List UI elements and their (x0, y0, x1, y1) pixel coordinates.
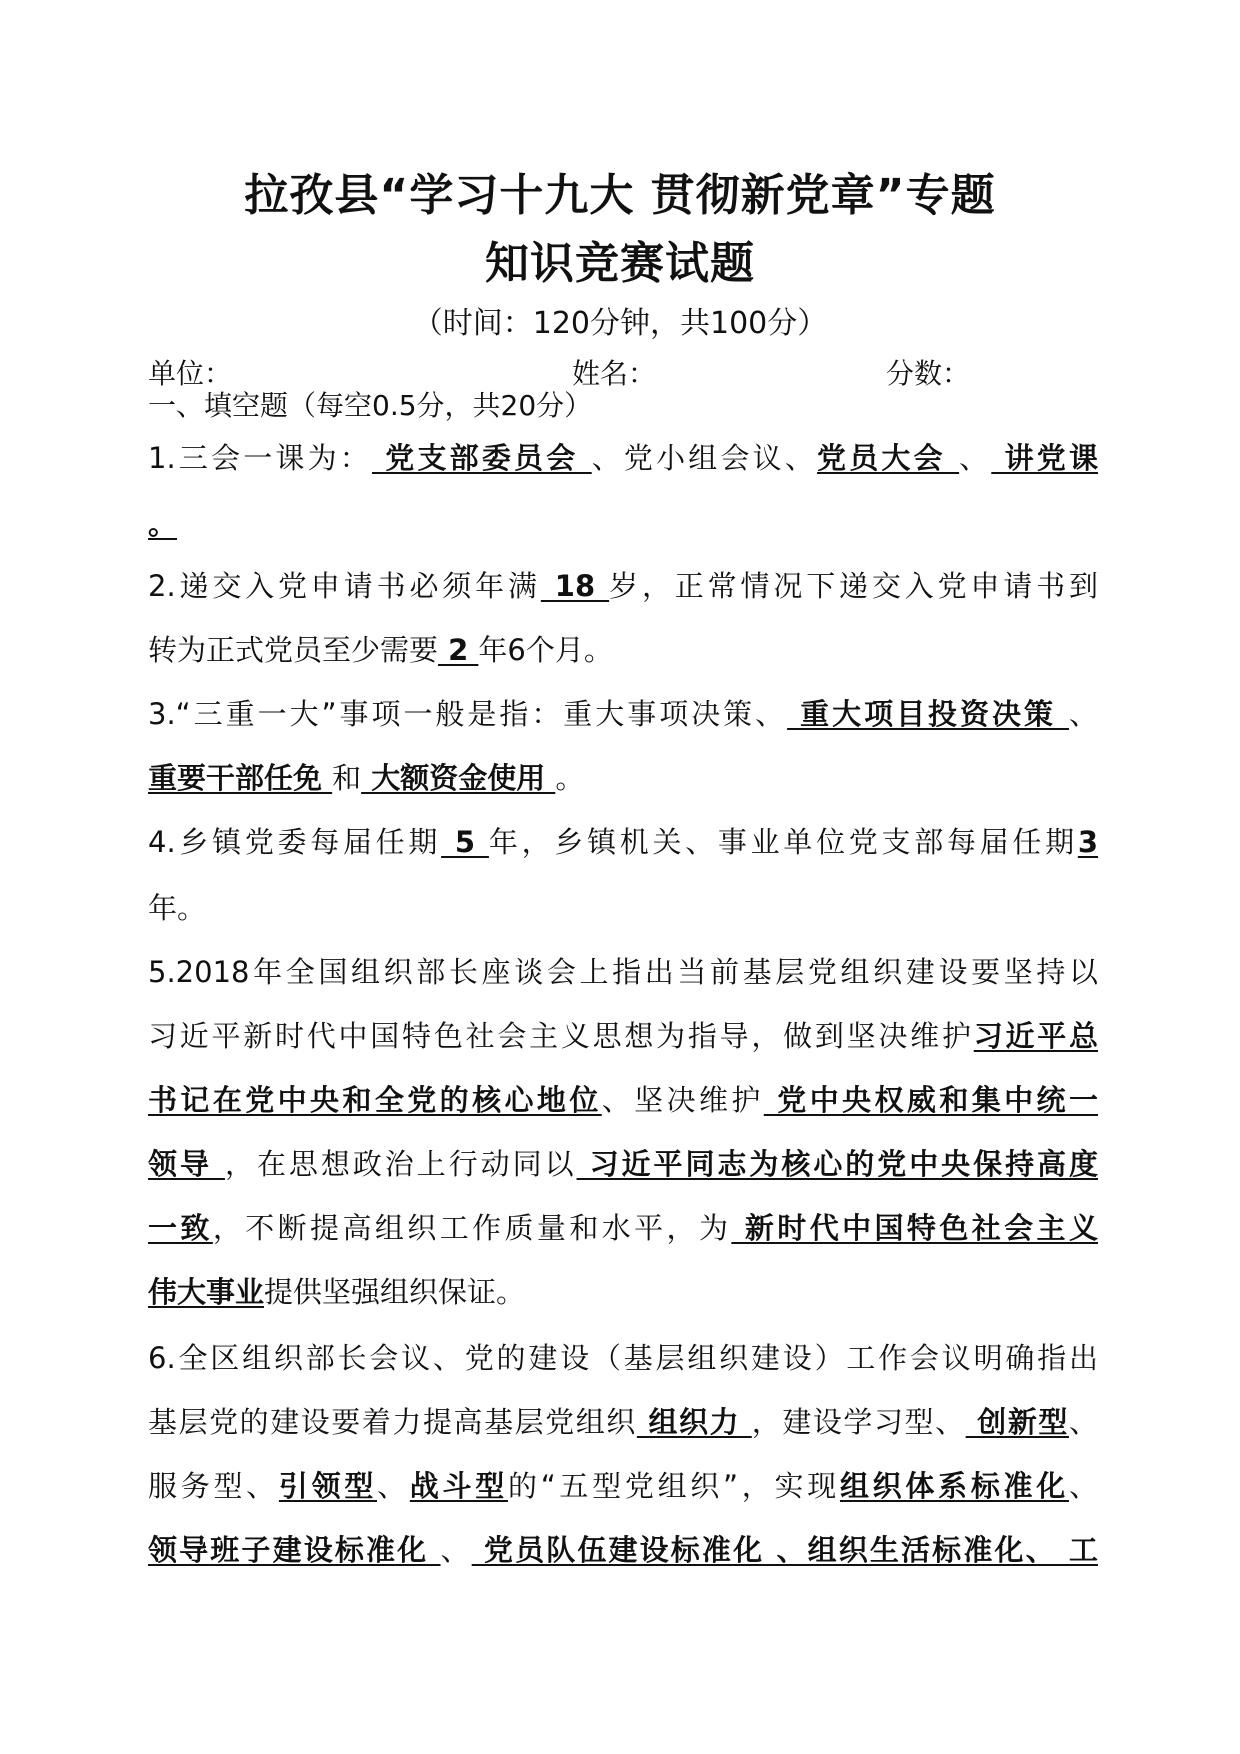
name-label: 姓名： (572, 357, 657, 390)
answer-blank: 伟大事业 (148, 1275, 265, 1309)
question-text: 4.乡镇党委每届任期 (148, 825, 442, 859)
answer-blank: 重要干部任免 (148, 761, 333, 795)
score-label: 分数： (886, 357, 971, 390)
question-line (148, 952, 1098, 992)
question-text: 服务型、 (148, 1469, 279, 1503)
question-line (148, 1402, 1098, 1442)
question-line (148, 438, 1098, 478)
title-line-1: 拉孜县“学习十九大 贯彻新党章”专题 (244, 170, 996, 221)
question-text: 提供坚强组织保证。 (264, 1275, 526, 1309)
question-line (148, 758, 1098, 798)
question-text: 年。 (148, 891, 207, 925)
question-line (148, 1208, 1098, 1248)
answer-blank: 习近平同志为核心的党中央保持高度 (576, 1147, 1098, 1181)
question-text: 、 (1068, 1469, 1098, 1503)
question-text: 转为正式党员至少需要 (148, 633, 439, 667)
answer-blank: 习近平总 (973, 1019, 1098, 1053)
question-text: 年6个月。 (478, 633, 613, 667)
answer-blank: 党中央权威和集中统一 (763, 1083, 1098, 1117)
answer-blank: 组织力 (636, 1405, 752, 1439)
question-text: 2.递交入党申请书必须年满 (148, 569, 541, 603)
question-line (148, 1080, 1098, 1120)
answer-blank: 组织体系标准化 (839, 1469, 1069, 1503)
question-line (148, 694, 1098, 734)
question-text: ，建设学习型、 (751, 1405, 966, 1439)
question-text: 、 (1068, 1405, 1098, 1439)
answer-blank: 领导 (148, 1147, 225, 1181)
answer-blank: 重大项目投资决策 (787, 697, 1069, 731)
answer-blank: 党员大会 (817, 441, 960, 475)
question-text: 习近平新时代中国特色社会主义思想为指导，做到坚决维护 (148, 1019, 974, 1053)
question-text: 和 (332, 761, 362, 795)
question-line (148, 566, 1098, 606)
answer-blank: 领导班子建设标准化 (148, 1533, 441, 1567)
question-line (148, 1272, 1098, 1312)
answer-blank: 党支部委员会 (372, 441, 592, 475)
answer-blank: 一致 (148, 1211, 213, 1245)
question-text: ，不断提高组织工作质量和水平，为 (212, 1211, 732, 1245)
answer-blank: 讲党课 (991, 441, 1098, 475)
question-text: 、党小组会议、 (591, 441, 818, 475)
question-text: 的“五型党组织”，实现 (507, 1469, 840, 1503)
answer-blank: 战斗型 (409, 1469, 508, 1503)
answer-blank: 5 (441, 825, 489, 859)
unit-label: 单位： (148, 357, 233, 390)
question-line (148, 1016, 1098, 1056)
answer-blank: 大额资金使用 (361, 761, 556, 795)
question-text: ，在思想政治上行动同以 (224, 1147, 577, 1181)
question-line (148, 1144, 1098, 1184)
question-text: 。 (555, 761, 585, 795)
answer-blank: 党员队伍建设标准化 、组织生活标准化、 工 (471, 1533, 1098, 1567)
question-text: 基层党的建设要着力提高基层党组织 (148, 1405, 637, 1439)
question-line (148, 630, 1098, 670)
question-line (148, 1338, 1098, 1378)
question-line (148, 1530, 1098, 1570)
question-text: 、 (377, 1469, 410, 1503)
answer-blank: 18 (540, 569, 610, 603)
answer-blank: 书记在党中央和全党的核心地位 (148, 1083, 602, 1117)
question-line (148, 822, 1098, 862)
answer-blank: 创新型 (965, 1405, 1069, 1439)
title-line-2: 知识竞赛试题 (485, 238, 755, 289)
question-text: 年，乡镇机关、事业单位党支部每届任期 (488, 825, 1078, 859)
exam-subtitle: （时间：120分钟，共100分） (412, 306, 828, 341)
question-text: 岁，正常情况下递交入党申请书到 (609, 569, 1098, 603)
answer-blank: 新时代中国特色社会主义 (731, 1211, 1098, 1245)
question-line (148, 888, 1098, 928)
question-text: 3.“三重一大”事项一般是指：重大事项决策、 (148, 697, 788, 731)
question-text: 6.全区组织部长会议、党的建设（基层组织建设）工作会议明确指出 (148, 1341, 1098, 1375)
question-text: 、 (959, 441, 992, 475)
question-line (148, 1466, 1098, 1506)
question-text: 1.三会一课为： (148, 441, 372, 475)
section-heading-fill-blank: 一、填空题（每空0.5分，共20分） (148, 389, 593, 422)
question-text: 、坚决维护 (601, 1083, 764, 1117)
answer-blank: 2 (438, 633, 479, 667)
question-text: 5.2018年全国组织部长座谈会上指出当前基层党组织建设要坚持以 (148, 955, 1098, 989)
question-text: 、 (440, 1533, 472, 1567)
question-line (148, 504, 1098, 544)
question-text: 、 (1068, 697, 1098, 731)
answer-blank: 引领型 (278, 1469, 378, 1503)
answer-blank: 3 (1077, 825, 1098, 859)
answer-blank: 。 (148, 507, 178, 541)
